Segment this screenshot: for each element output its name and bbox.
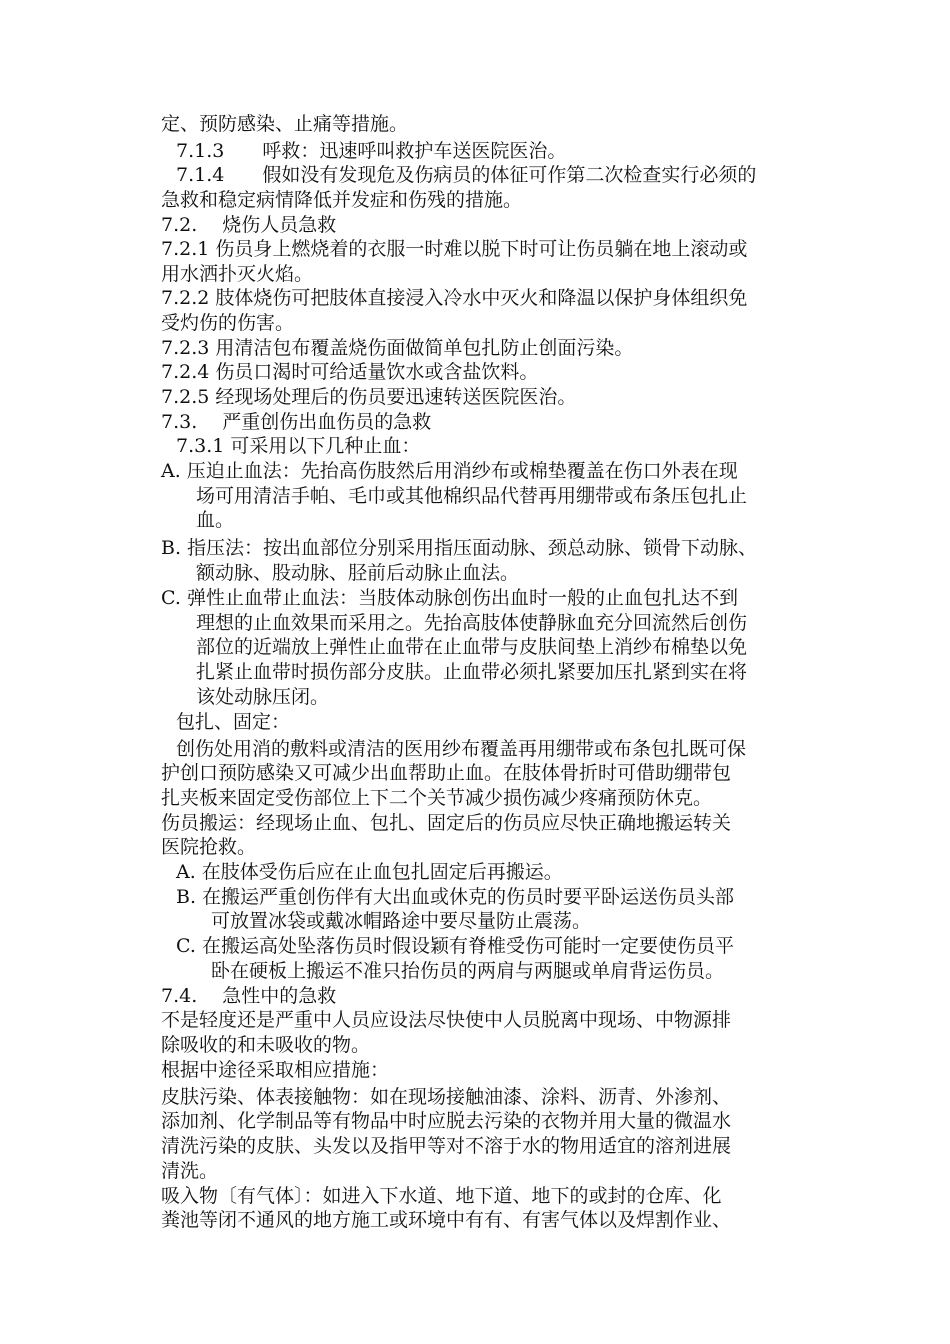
text-line-24: 该处动脉压闭。 bbox=[196, 686, 330, 708]
text-line-40: 皮肤污染、体表接触物：如在现场接触油漆、涂料、沥青、外渗剂、 bbox=[161, 1086, 732, 1108]
text-line-35: 卧在硬板上搬运不准只抬伤员的两肩与两腿或单肩背运伤员。 bbox=[211, 960, 725, 982]
text-line-29: 伤员搬运：经现场止血、包扎、固定后的伤员应尽快正确地搬运转关 bbox=[161, 812, 732, 834]
section-heading-7-2: 7.2. 烧伤人员急救 bbox=[161, 214, 337, 236]
text-line-10: 7.2.3 用清洁包布覆盖烧伤面做简单包扎防止创面污染。 bbox=[161, 337, 634, 359]
list-item-b-2: B. 在搬运严重创伤伴有大出血或休克的伤员时要平卧运送伤员头部 bbox=[176, 886, 735, 908]
text-line-21: 理想的止血效果而采用之。先抬高肢体使静脉血充分回流然后创伤 bbox=[196, 612, 748, 634]
text-line-16: 场可用清洁手帕、毛巾或其他棉织品代替再用绷带或布条压包扎止 bbox=[196, 485, 748, 507]
list-item-c: C. 弹性止血带止血法：当肢体动脉创伤出血时一般的止血包扎达不到 bbox=[161, 587, 738, 609]
list-item-a: A. 压迫止血法：先抬高伤肢然后用消纱布或棉垫覆盖在伤口外表在现 bbox=[161, 460, 738, 482]
text-line-2: 7.1.3 呼救：迅速呼叫救护车送医院医治。 bbox=[176, 140, 567, 162]
text-line-26: 创伤处用消的敷料或清洁的医用纱布覆盖再用绷带或布条包扎既可保 bbox=[176, 738, 747, 760]
text-line-25: 包扎、固定： bbox=[176, 711, 291, 733]
text-line-39: 根据中途径采取相应措施： bbox=[161, 1059, 390, 1081]
text-line-22: 部位的近端放上弹性止血带在止血带与皮肤间垫上消纱布棉垫以免 bbox=[196, 636, 748, 658]
text-line-44: 吸入物〔有气体〕：如进入下水道、地下道、地下的或封的仓库、化 bbox=[161, 1185, 722, 1207]
text-line-42: 清洗污染的皮肤、头发以及指甲等对不溶于水的物用适宜的溶剂进展 bbox=[161, 1135, 732, 1157]
section-heading-7-3: 7.3. 严重创伤出血伤员的急救 bbox=[161, 411, 432, 433]
text-line-33: 可放置冰袋或戴冰帽路途中要尽量防止震荡。 bbox=[211, 910, 592, 932]
section-heading-7-4: 7.4. 急性中的急救 bbox=[161, 985, 337, 1007]
text-line-1: 定、预防感染、止痛等措施。 bbox=[161, 113, 409, 135]
text-line-30: 医院抢救。 bbox=[161, 836, 257, 858]
text-line-28: 扎夹板来固定受伤部位上下二个关节减少损伤减少疼痛预防休克。 bbox=[161, 787, 713, 809]
text-line-7: 用水洒扑灭火焰。 bbox=[161, 263, 314, 285]
text-line-6: 7.2.1 伤员身上燃烧着的衣服一时难以脱下时可让伤员躺在地上滚动或 bbox=[161, 238, 748, 260]
list-item-a-2: A. 在肢体受伤后应在止血包扎固定后再搬运。 bbox=[176, 861, 563, 883]
text-line-27: 护创口预防感染又可减少出血帮助止血。在肢体骨折时可借助绷带包 bbox=[161, 762, 732, 784]
text-line-14: 7.3.1 可采用以下几种止血： bbox=[176, 435, 421, 457]
text-line-3: 7.1.4 假如没有发现危及伤病员的体征可作第二次检查实行必须的 bbox=[176, 164, 757, 186]
text-line-12: 7.2.5 经现场处理后的伤员要迅速转送医院医治。 bbox=[161, 386, 577, 408]
text-line-45: 粪池等闭不通风的地方施工或环境中有有、有害气体以及焊割作业、 bbox=[161, 1209, 732, 1231]
text-line-11: 7.2.4 伤员口渴时可给适量饮水或含盐饮料。 bbox=[161, 361, 539, 383]
text-line-23: 扎紧止血带时损伤部分皮肤。止血带必须扎紧要加压扎紧到实在将 bbox=[196, 661, 748, 683]
list-item-c-2: C. 在搬运高处坠落伤员时假设颖有脊椎受伤可能时一定要使伤员平 bbox=[176, 935, 734, 957]
text-line-38: 除吸收的和未吸收的物。 bbox=[161, 1034, 371, 1056]
text-line-41: 添加剂、化学制品等有物品中时应脱去污染的衣物并用大量的微温水 bbox=[161, 1110, 732, 1132]
text-line-8: 7.2.2 肢体烧伤可把肢体直接浸入冷水中灭火和降温以保护身体组织免 bbox=[161, 287, 748, 309]
text-line-43: 清洗。 bbox=[161, 1160, 219, 1182]
text-line-9: 受灼伤的伤害。 bbox=[161, 312, 295, 334]
text-line-17: 血。 bbox=[196, 509, 235, 531]
list-item-b: B. 指压法：按出血部位分别采用指压面动脉、颈总动脉、锁骨下动脉、 bbox=[161, 537, 758, 559]
text-line-37: 不是轻度还是严重中人员应设法尽快使中人员脱离中现场、中物源排 bbox=[161, 1009, 732, 1031]
text-line-4: 急救和稳定病情降低并发症和伤残的措施。 bbox=[161, 189, 523, 211]
text-line-19: 额动脉、股动脉、胫前后动脉止血法。 bbox=[196, 562, 520, 584]
